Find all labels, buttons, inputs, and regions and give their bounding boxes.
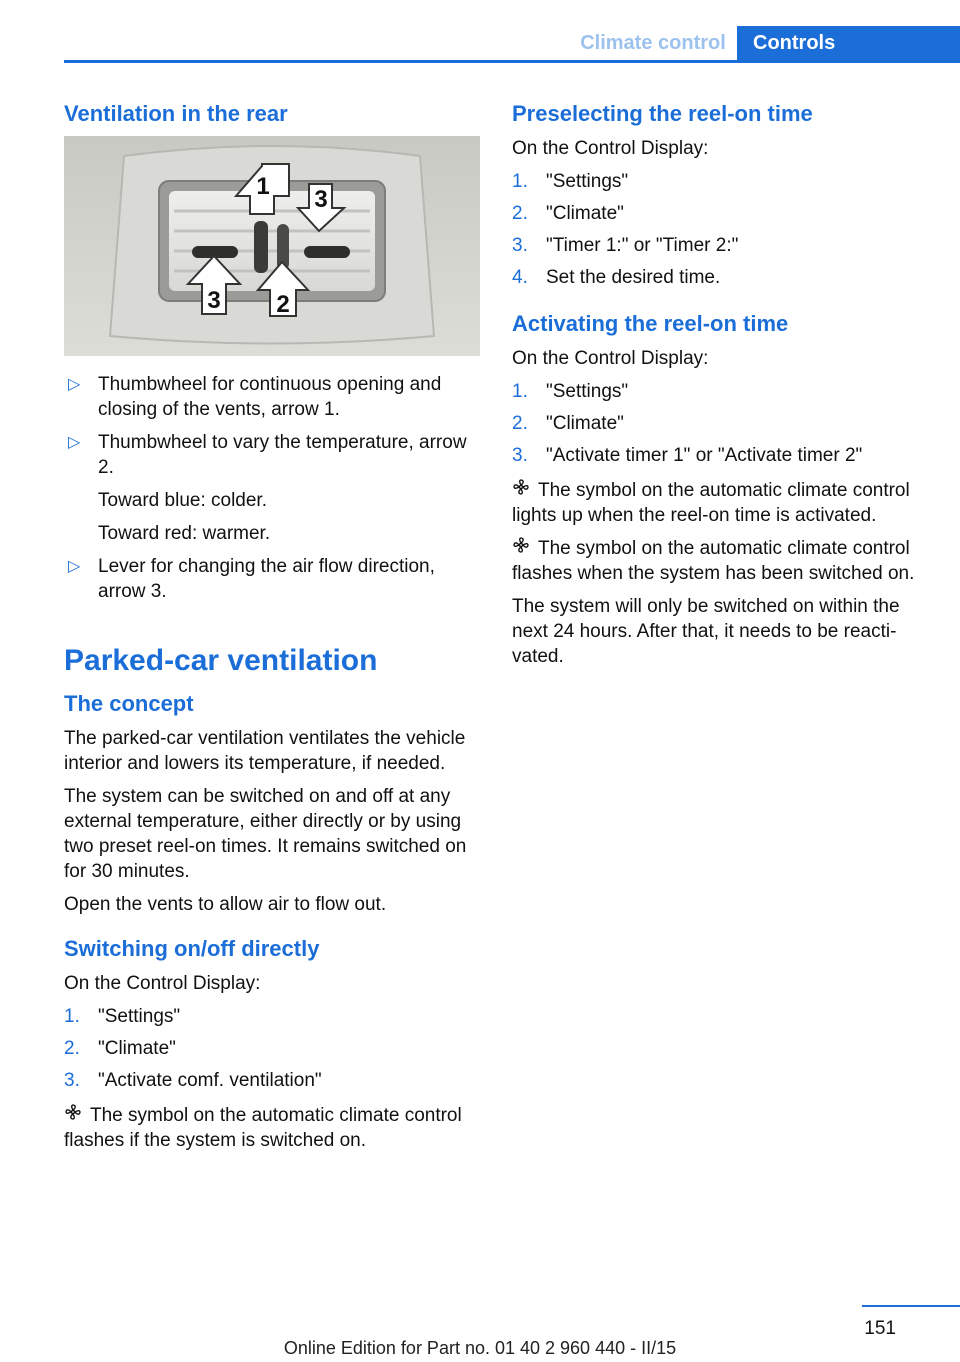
activating-note-1: The symbol on the automatic climate control lights up when the reel-on time is activated. [512,480,910,526]
list-item: 3. "Timer 1:" or "Timer 2:" [512,235,739,256]
fan-icon [512,478,534,503]
activating-note-3: The system will only be switched on within the next 24 hours. After that, it needs to be reactivated. [512,596,900,667]
figure-arrow-label-2: 2 [276,291,290,318]
figure-arrow-label-3a: 3 [314,186,328,213]
fan-icon [64,1103,86,1128]
rear-vent-illustration [64,136,480,356]
rear-vent-figure [64,136,480,356]
left-column [64,100,480,1161]
switching-heading: Switching on/off directly [64,936,320,961]
list-item: ▷ Thumbwheel to vary the temperature, arrow 2. Toward blue: colder. Toward red: warmer. [68,432,467,544]
list-item: 4. Set the desired time. [512,267,721,288]
triangle-bullet-icon: ▷ [68,558,81,575]
preselecting-steps [512,169,932,290]
rear-ventilation-heading: Ventilation in the rear [64,101,288,126]
figure-arrow-label-1: 1 [256,173,270,200]
list-item: ▷ Lever for changing the air flow direction, arrow 3. [68,556,435,602]
concept-heading: The concept [64,691,194,716]
activating-intro: On the Control Display: [512,348,709,369]
activating-note-2: The symbol on the automatic climate control flashes when the system has been switched on. [512,538,915,584]
switching-steps [64,1004,480,1093]
preselecting-intro: On the Control Display: [512,138,709,159]
chapter-tab: Controls [737,26,960,60]
edition-line: Online Edition for Part no. 01 40 2 960 440 - II/15 [283,1338,677,1358]
preselecting-heading: Preselecting the reel-on time [512,101,813,126]
section-tab: Climate control [580,32,726,54]
list-item: 2. "Climate" [512,413,624,434]
concept-paragraph-2: The system can be switched on and off at any external temperature, either directly or by using two preset reel-on times. It remains switched on for 30 minutes. [64,786,467,882]
list-item: 1. "Settings" [512,381,629,402]
list-item: 3. "Activate timer 1" or "Activate timer 2" [512,445,863,466]
right-column [512,100,932,677]
triangle-bullet-icon: ▷ [68,376,81,393]
header-rule [64,60,960,63]
fan-icon [512,536,534,561]
page-header [0,0,960,64]
switching-note: The symbol on the automatic climate control flashes if the system is switched on. [64,1105,462,1151]
list-item: 1. "Settings" [512,171,629,192]
rear-controls-list [64,372,480,604]
page-number: 151 [864,1318,896,1339]
parked-car-ventilation-heading: Parked-car ventilation [64,644,378,677]
activating-heading: Activating the reel-on time [512,311,789,336]
triangle-bullet-icon: ▷ [68,434,81,451]
switching-intro: On the Control Display: [64,973,261,994]
list-item: 2. "Climate" [64,1038,176,1059]
list-item: 1. "Settings" [64,1006,181,1027]
list-item: ▷ Thumbwheel for continuous opening and closing of the vents, arrow 1. [68,374,442,420]
concept-paragraph-3: Open the vents to allow air to flow out. [64,894,387,915]
list-item: 2. "Climate" [512,203,624,224]
footer-rule [862,1305,960,1307]
concept-paragraph-1: The parked-car ventilation ventilates the vehicle interior and lowers its temperature, if needed. [64,728,466,774]
figure-arrow-label-3b: 3 [207,287,221,314]
activating-steps [512,379,932,468]
list-item: 3. "Activate comf. ventilation" [64,1070,322,1091]
